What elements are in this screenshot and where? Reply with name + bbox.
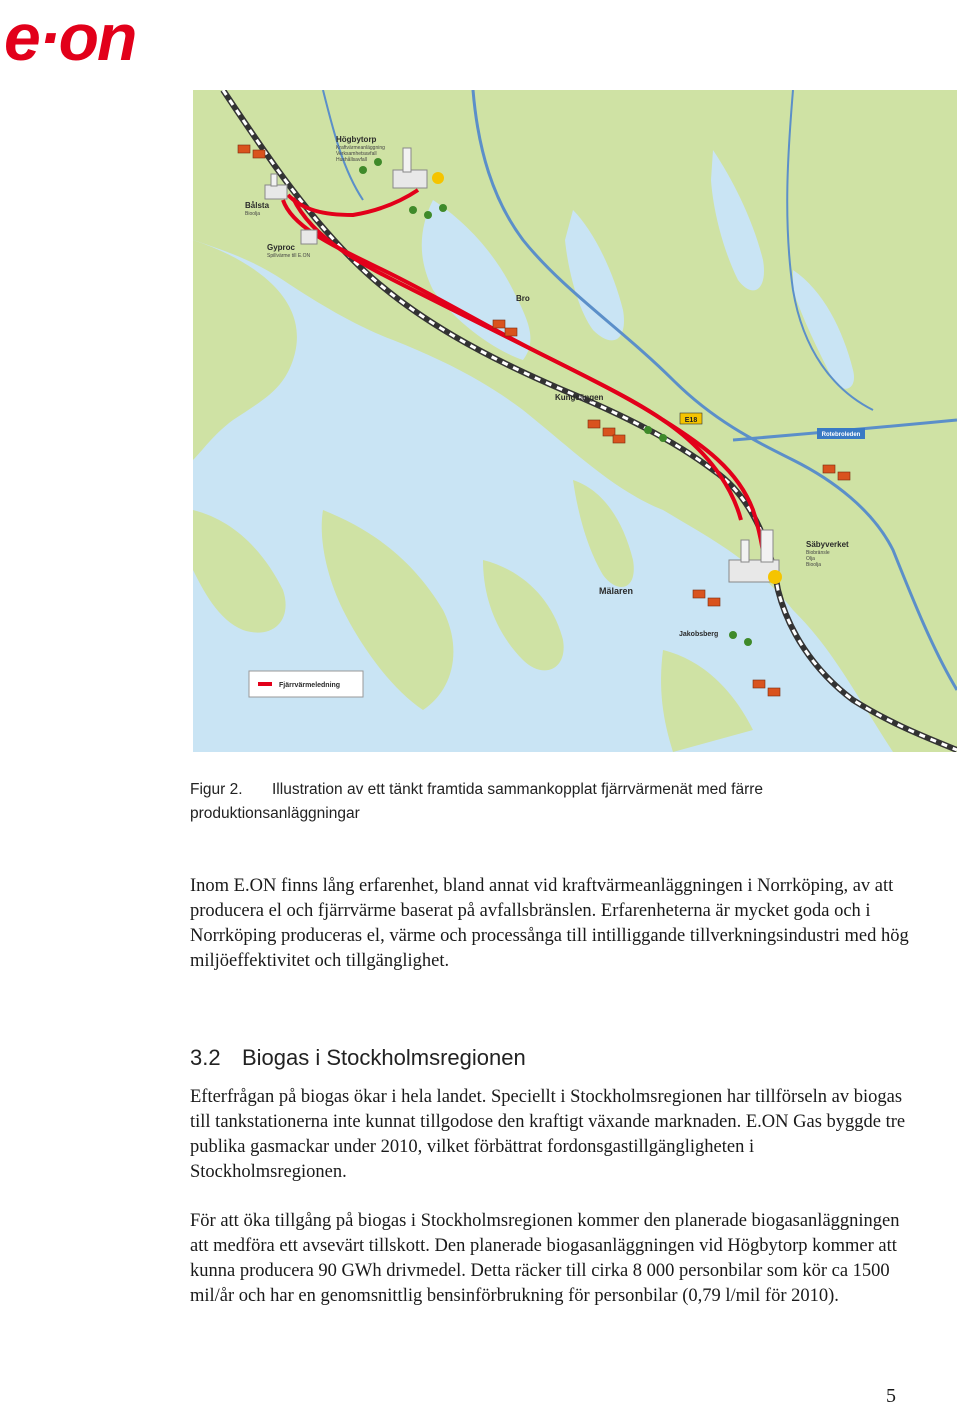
figure-number: Figur 2.: [190, 781, 243, 798]
page-number: 5: [886, 1385, 896, 1407]
section-title: Biogas i Stockholmsregionen: [242, 1045, 526, 1070]
sabyverket-sub-1: Biobränsle: [806, 550, 830, 556]
gyproc-label: Gyproc: [267, 243, 296, 252]
sabyverket-sub-2: Olja: [806, 556, 815, 562]
section-heading: [190, 1045, 526, 1071]
balsta-sub: Biooljа: [245, 211, 261, 217]
paragraph-2: Efterfrågan på biogas ökar i hela landet. Speciellt i Stockholmsregionen har tillförseln av biogas till tankstationerna inte kunnat tillgodose den kraftigt växande marknaden. E.ON Gas byggde tre publika gasmackar under 2010, vilket förbättrat fordonsgastillgängligheten i Stockholmsregionen.: [190, 1087, 906, 1182]
gyproc-sub: Spillvärme till E.ON: [267, 253, 311, 259]
malaren-label: Mälaren: [599, 586, 634, 596]
kungsangen-label: Kungsängen: [555, 393, 604, 402]
legend-label: Fjärrvärmeledning: [279, 682, 341, 689]
gyproc-plant: [301, 230, 317, 244]
sabyverket-sub-3: Bioolja: [806, 562, 822, 568]
balsta-label: Bålsta: [245, 201, 270, 210]
eon-logo: [4, 6, 200, 68]
jakobsberg-label: Jakobsberg: [679, 631, 719, 638]
hogbytorp-sub-1: Kraftvärmeanläggning: [336, 145, 385, 151]
paragraph-3: För att öka tillgång på biogas i Stockholmsregionen kommer den planerade biogasanläggningen att medföra ett avsevärt tillskott. Den planerade biogasanläggningen vid Högbytorp kommer att kunna producera 90 GWh drivmedel. Detta räcker till cirka 8 000 personbilar som kör ca 1500 mil/år och har en genomsnittlig bensinförbrukning för personbilar (0,79 l/mil för 2010).: [190, 1211, 900, 1306]
section-number: 3.2: [190, 1045, 221, 1070]
figure-caption-text: Illustration av ett tänkt framtida sammankopplat fjärrvärmenät med färre produktionsanläggningar: [190, 781, 764, 822]
sabyverket-label: Säbyverket: [806, 540, 849, 549]
hogbytorp-sub-3: Hushållsavfall: [336, 157, 367, 163]
hogbytorp-sub-2: Verksamhetsavfall: [336, 151, 377, 157]
rotebroleden-label: Rotebroleden: [821, 432, 861, 438]
paragraph-1: Inom E.ON finns lång erfarenhet, bland annat vid kraftvärmeanläggningen i Norrköping, av att producera el och fjärrvärme baserat på avfallsbränslen. Erfarenheterna är mycket goda och i Norrköping produceras el, värme och processånga till intilliggande tillverkningsindustri med hög miljöeffektivitet och tillgänglighet.: [190, 876, 909, 971]
map-legend: [249, 671, 363, 697]
e18-label: E18: [684, 417, 698, 424]
hogbytorp-label: Högbytorp: [336, 135, 377, 144]
figure-caption: [190, 778, 870, 826]
logo-text: e·on: [4, 6, 136, 68]
district-heating-map: [193, 90, 957, 752]
bro-label: Bro: [516, 294, 530, 303]
